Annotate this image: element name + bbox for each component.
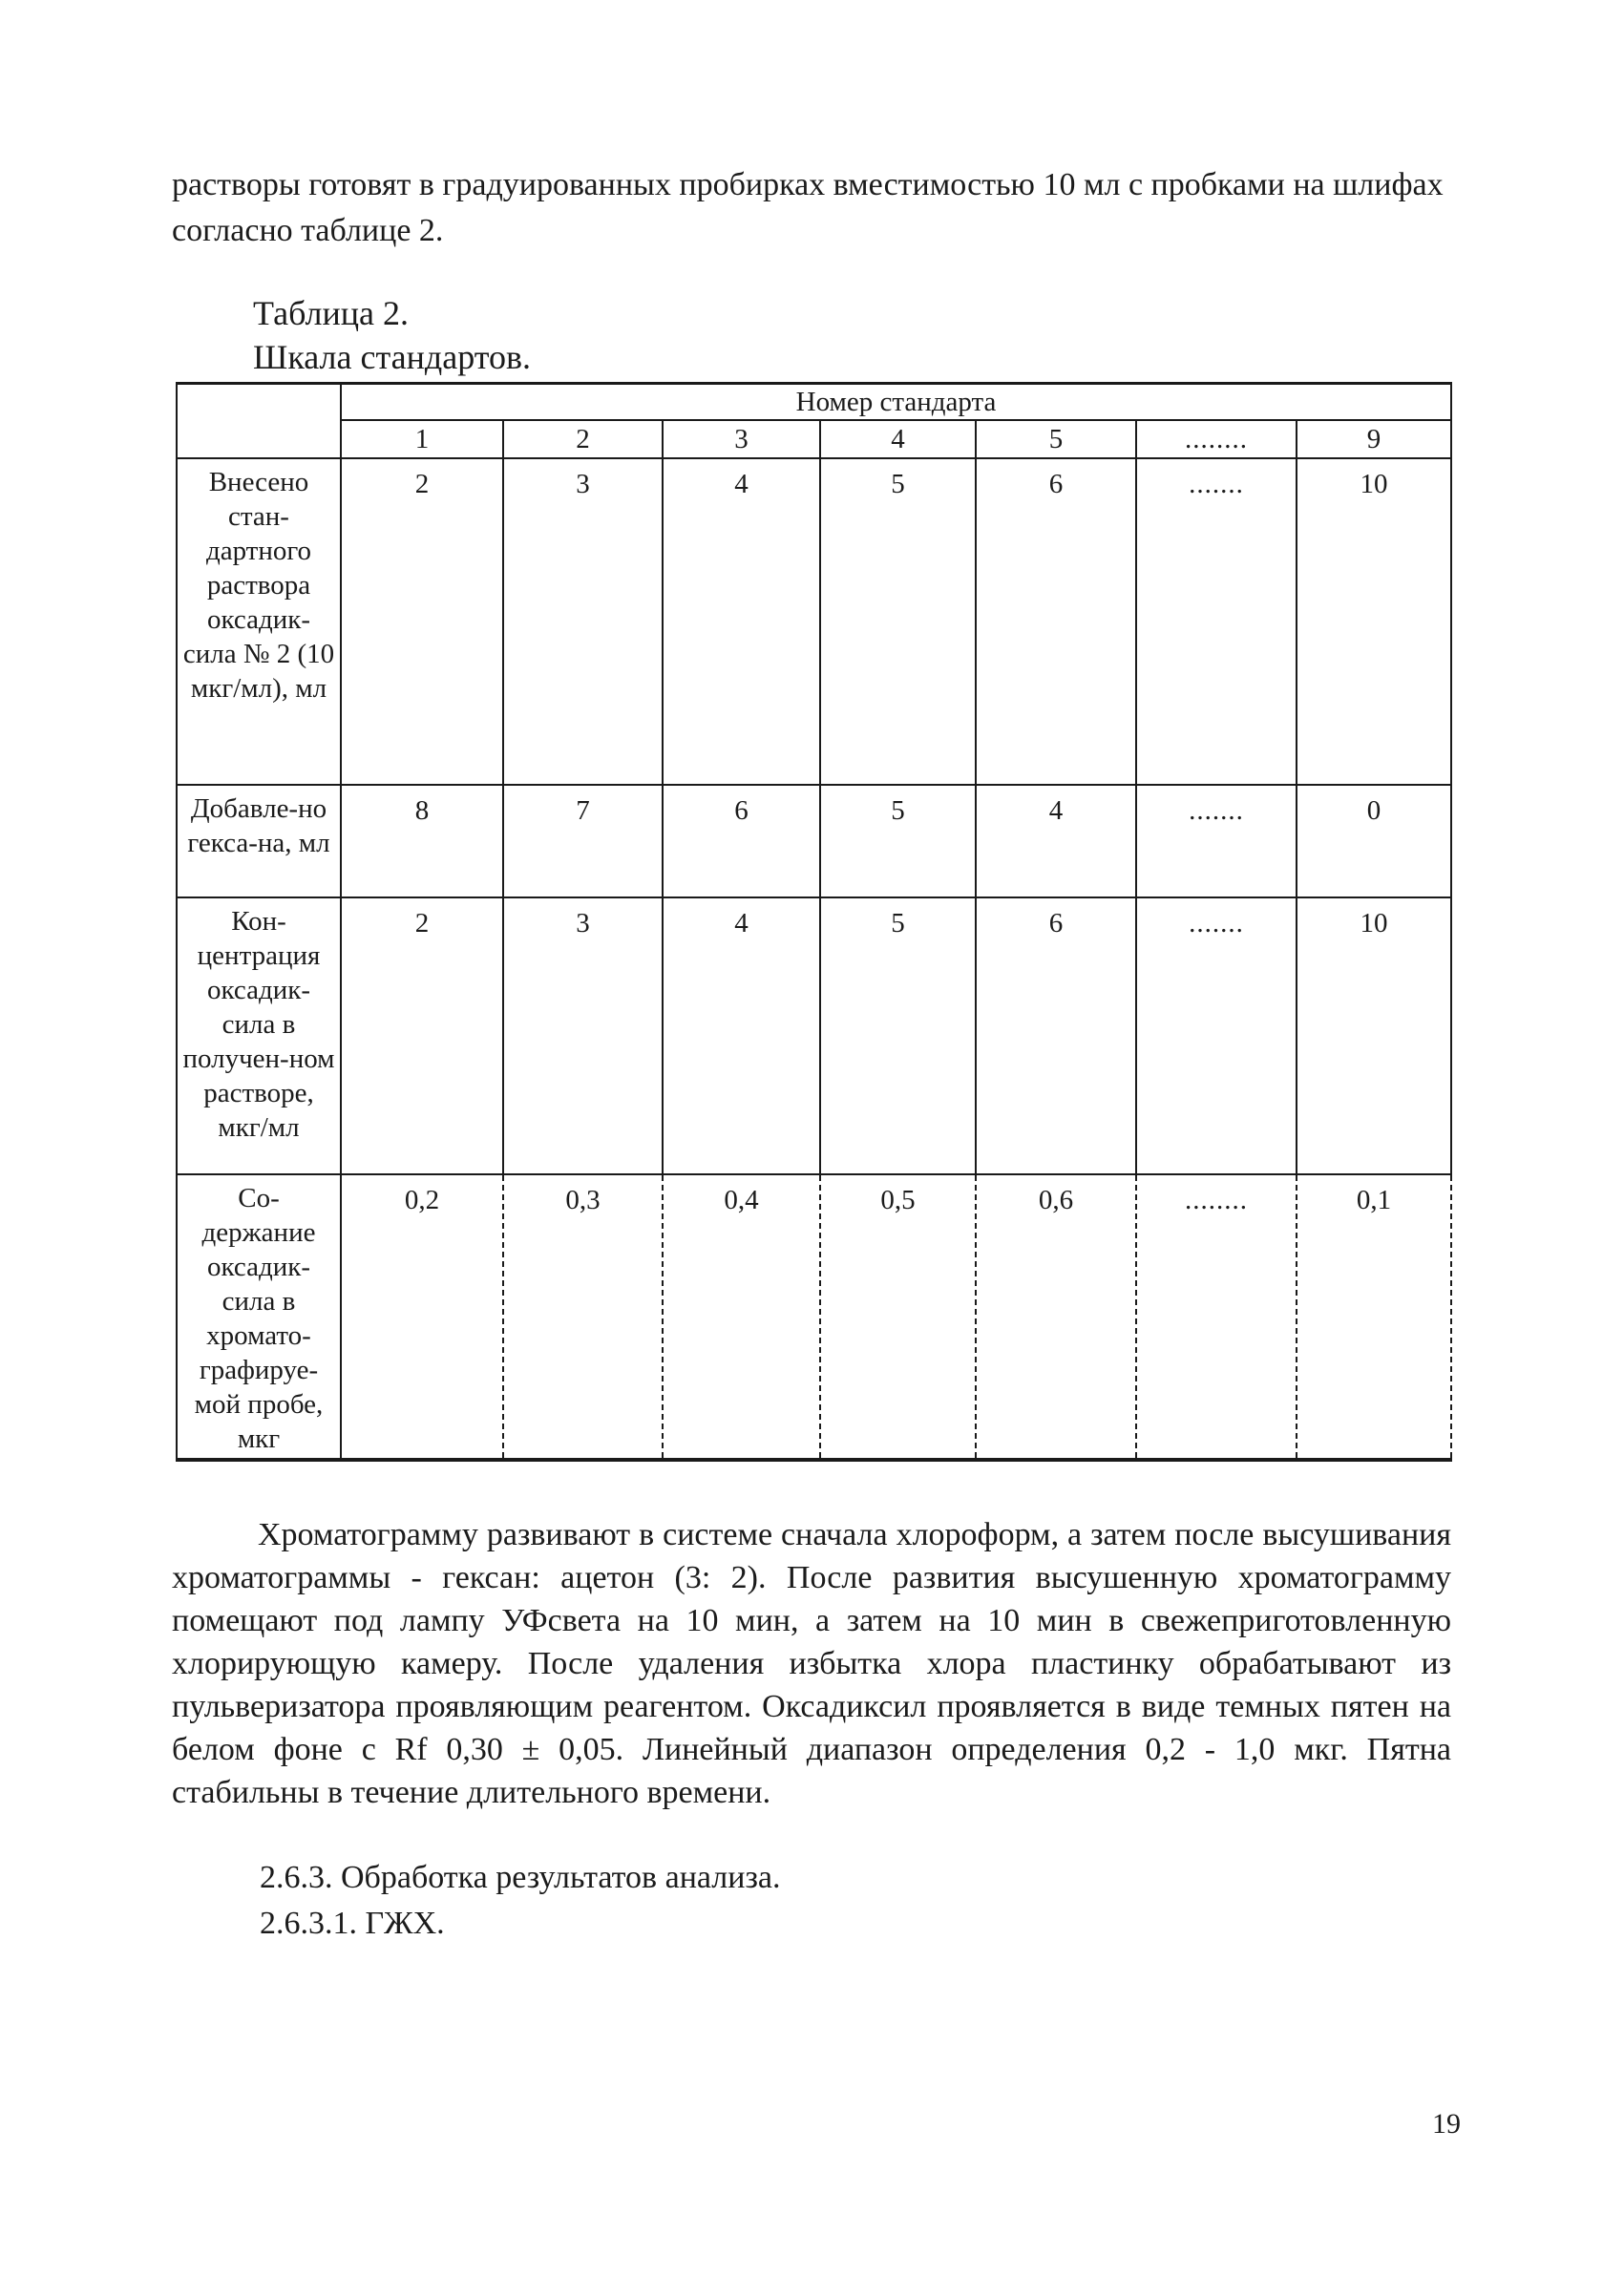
table-cell: 0,1 (1297, 1174, 1451, 1460)
table-cell: 6 (976, 458, 1136, 785)
table-cell: 4 (976, 785, 1136, 897)
table-row (177, 458, 1451, 785)
table-cell: 4 (663, 458, 820, 785)
column-header: 3 (663, 420, 820, 458)
table-cell: 0,5 (820, 1174, 976, 1460)
row-label: Со-держание оксадик-сила в хромато-графируе-мой пробе, мкг (177, 1174, 341, 1460)
table-cell: 0,6 (976, 1174, 1136, 1460)
table-cell: 5 (820, 458, 976, 785)
row-label: Добавле-но гекса-на, мл (177, 785, 341, 897)
table-cell: 2 (341, 458, 503, 785)
table-corner-cell (177, 384, 341, 459)
table-cell: 0,2 (341, 1174, 503, 1460)
table-cell: 4 (663, 897, 820, 1174)
table-cell: 5 (820, 785, 976, 897)
table-cell: 5 (820, 897, 976, 1174)
table-row (177, 785, 1451, 897)
column-header: 9 (1297, 420, 1451, 458)
table-cell: 0,4 (663, 1174, 820, 1460)
intro-text: растворы готовят в градуированных пробирках вместимостью 10 мл с пробками на шлифах согласно таблице 2. (172, 167, 1444, 248)
table-cell: 7 (503, 785, 663, 897)
column-header: 4 (820, 420, 976, 458)
column-header: 5 (976, 420, 1136, 458)
table-cell: 3 (503, 897, 663, 1174)
table-row (177, 897, 1451, 1174)
table-cell: 10 (1297, 458, 1451, 785)
table-subcaption: Шкала стандартов. (253, 338, 531, 376)
column-number-row (177, 420, 1451, 458)
body-paragraph (172, 1513, 1451, 1814)
group-header: Номер стандарта (341, 384, 1451, 421)
table-cell: ....... (1136, 897, 1297, 1174)
table-cell: ....... (1136, 458, 1297, 785)
subsection-heading: 2.6.3.1. ГЖХ. (260, 1906, 445, 1941)
table-row (177, 1174, 1451, 1460)
table-cell: 6 (976, 897, 1136, 1174)
table-cell: ........ (1136, 1174, 1297, 1460)
table-cell: 0,3 (503, 1174, 663, 1460)
table-cell: 8 (341, 785, 503, 897)
table-cell: 0 (1297, 785, 1451, 897)
table-cell: 10 (1297, 897, 1451, 1174)
page-number: 19 (1432, 2108, 1461, 2140)
table-caption: Таблица 2. (253, 294, 409, 332)
standards-table (176, 382, 1452, 1462)
body-paragraph-text: Хроматограмму развивают в системе сначала хлороформ, а затем после высушивания хроматограммы - гексан: ацетон (3: 2). После развития высушенную хроматограмму помещают под лампу УФсвета на 10 мин, а затем на 10 мин в свежеприготовленную хлорирующую камеру. После удаления избытка хлора пластинку обрабатывают из пульверизатора проявляющим реагентом. Оксадиксил проявляется в виде темных пятен на белом фоне с Rf 0,30 ± 0,05. Линейный диапазон определения 0,2 - 1,0 мкг. Пятна стабильны в течение длительного времени. (172, 1517, 1451, 1810)
row-label: Кон-центрация оксадик-сила в получен-ном растворе, мкг/мл (177, 897, 341, 1174)
subsection-heading: 2.6.3. Обработка результатов анализа. (260, 1860, 781, 1895)
table-cell: 6 (663, 785, 820, 897)
table-cell: 2 (341, 897, 503, 1174)
column-header: 1 (341, 420, 503, 458)
column-header: 2 (503, 420, 663, 458)
column-header: ........ (1136, 420, 1297, 458)
table-header-row (177, 384, 1451, 421)
table-cell: 3 (503, 458, 663, 785)
row-label: Внесено стан-дартного раствора оксадик-сила № 2 (10 мкг/мл), мл (177, 458, 341, 785)
table-cell: ....... (1136, 785, 1297, 897)
